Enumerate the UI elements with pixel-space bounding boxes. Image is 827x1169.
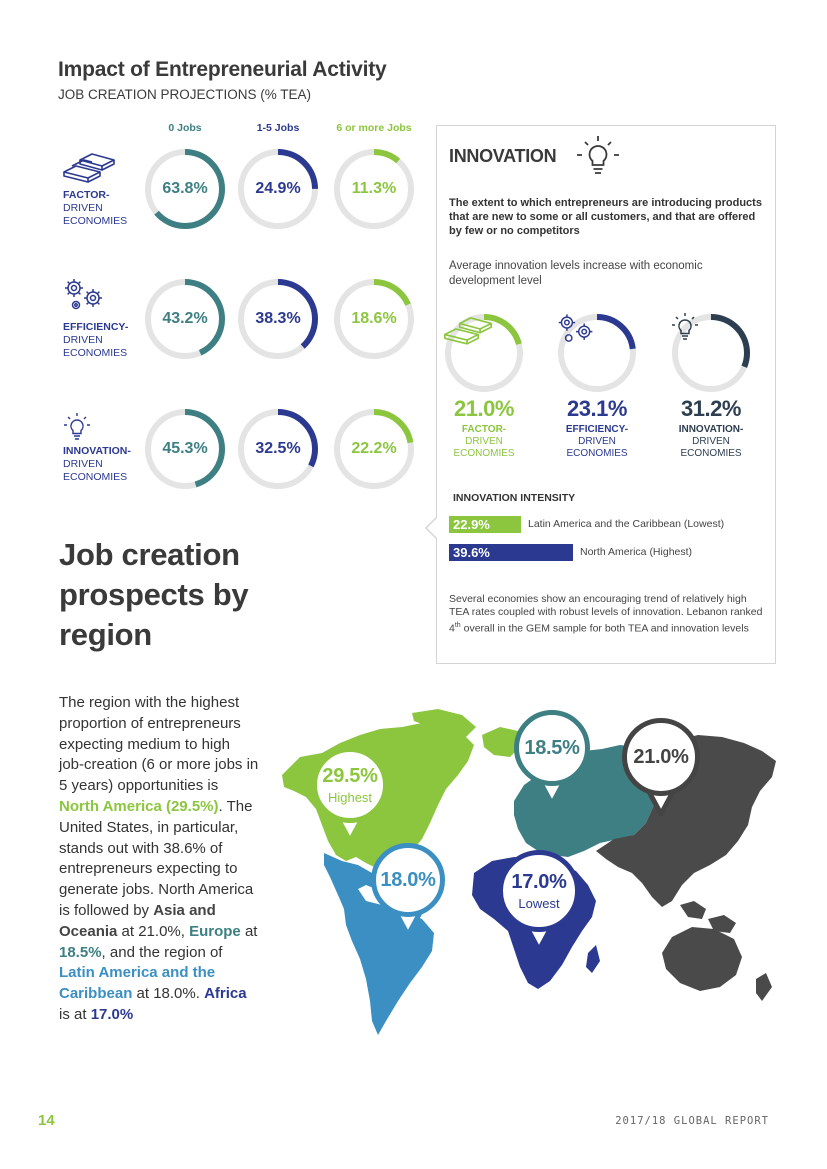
innovation-level-donut — [670, 312, 752, 394]
map-pin-subtitle: Highest — [327, 790, 373, 805]
economy-label-efficiency: EFFICIENCY- DRIVEN ECONOMIES — [63, 321, 129, 359]
intensity-bar: 39.6% — [449, 544, 573, 561]
column-header-6-plus-jobs: 6 or more Jobs — [336, 122, 412, 134]
map-pin-asia-oceania — [622, 718, 700, 818]
intensity-bar: 22.9% — [449, 516, 521, 533]
donut-chart — [236, 277, 320, 361]
donut-chart — [332, 407, 416, 491]
donut-chart — [332, 147, 416, 231]
donut-value: 24.9% — [255, 180, 301, 197]
donut-value: 38.3% — [255, 310, 301, 327]
map-pin-latin-america — [371, 843, 445, 939]
map-pin-value: 18.5% — [524, 736, 580, 759]
lightbulb-icon — [576, 134, 620, 183]
donut-value: 22.2% — [351, 440, 397, 457]
intensity-bar-label: North America (Highest) — [580, 546, 693, 558]
lightbulb-icon — [62, 412, 92, 447]
page-number: 14 — [38, 1112, 55, 1129]
map-pin-africa — [498, 850, 580, 954]
lightbulb-icon — [670, 312, 700, 342]
map-pin-europe — [514, 710, 590, 808]
map-pin-north-america — [312, 747, 388, 845]
innovation-level-donut — [556, 312, 638, 394]
donut-chart — [143, 277, 227, 361]
donut-value: 18.6% — [351, 310, 397, 327]
gears-icon — [556, 312, 596, 344]
column-header-1-5-jobs: 1-5 Jobs — [256, 122, 300, 134]
donut-value: 11.3% — [351, 180, 397, 197]
innovation-level-label: EFFICIENCY- DRIVEN ECONOMIES — [565, 424, 629, 459]
donut-chart — [143, 407, 227, 491]
innovation-level-donut — [443, 312, 525, 394]
economy-label-factor: FACTOR- DRIVEN ECONOMIES — [63, 189, 128, 227]
innovation-level-value: 23.1% — [567, 396, 627, 421]
gold-bars-icon — [443, 312, 493, 346]
body-paragraph: The region with the highest proportion of entrepreneurs expecting medium to high job-creation (6 or more jobs in 5 years) opportunities is North America (29.5%). The United States, in particular, stands out with 38.6% of entrepreneurs expecting to generate jobs. North America is followed by Asia and Oceania at 21.0%, Europe at 18.5%, and the region of Latin America and the Caribbean at 18.0%. Africa is at 17.0% — [59, 694, 259, 1023]
section-heading: Job creation prospects by region — [59, 537, 249, 652]
donut-chart — [332, 277, 416, 361]
economy-label-innovation: INNOVATION- DRIVEN ECONOMIES — [63, 445, 131, 483]
innovation-intensity-title: INNOVATION INTENSITY — [453, 492, 576, 504]
map-pin-subtitle: Lowest — [518, 896, 560, 911]
donut-value: 43.2% — [162, 310, 208, 327]
donut-value: 45.3% — [162, 440, 208, 457]
innovation-average-note: Average innovation levels increase with economic development level — [449, 260, 703, 287]
report-footer: 2017/18 GLOBAL REPORT — [615, 1115, 769, 1127]
map-pin-value: 18.0% — [380, 868, 436, 891]
innovation-level-label: INNOVATION- DRIVEN ECONOMIES — [678, 424, 744, 459]
column-header-0-jobs: 0 Jobs — [168, 122, 202, 134]
map-pin-value: 29.5% — [322, 765, 378, 787]
page-title: Impact of Entrepreneurial Activity — [58, 58, 387, 81]
donut-chart — [236, 147, 320, 231]
donut-value: 63.8% — [162, 180, 208, 197]
gold-bars-icon — [62, 148, 116, 189]
donut-value: 32.5% — [255, 440, 301, 457]
donut-chart — [236, 407, 320, 491]
donut-chart — [143, 147, 227, 231]
innovation-description: The extent to which entrepreneurs are introducing products that are new to some or all customers, and that are offered by few or no competitors — [449, 197, 762, 237]
intensity-bar-label: Latin America and the Caribbean (Lowest) — [528, 518, 725, 530]
map-pin-value: 17.0% — [511, 871, 567, 893]
innovation-level-value: 21.0% — [454, 396, 514, 421]
innovation-note: Several economies show an encouraging trend of relatively high TEA rates coupled with robust levels of innovation. Lebanon ranked 4th overall in the GEM sample for both TEA and innovation levels — [449, 593, 763, 635]
innovation-level-value: 31.2% — [681, 396, 741, 421]
innovation-title: INNOVATION — [449, 146, 557, 166]
innovation-level-label: FACTOR- DRIVEN ECONOMIES — [453, 424, 515, 459]
map-pin-value: 21.0% — [633, 745, 689, 768]
page-subtitle: JOB CREATION PROJECTIONS (% TEA) — [58, 87, 312, 102]
gears-icon — [62, 277, 106, 316]
